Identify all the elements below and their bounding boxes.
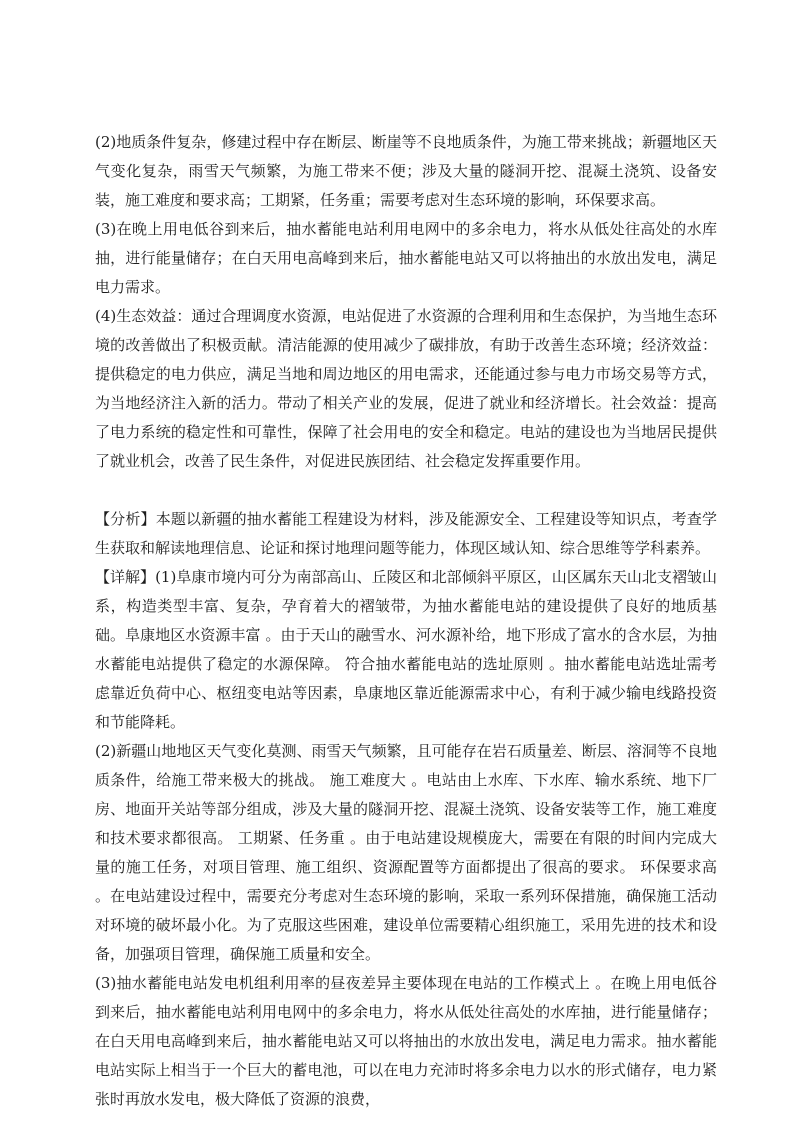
answer-paragraph-3: (3)在晚上用电低谷到来后，抽水蓄能电站利用电网中的多余电力，将水从低处往高处的水库抽，进行能量储存；在白天用电高峰到来后，抽水蓄能电站又可以将抽出的水放出发电，满足电力需求。 [95, 220, 717, 296]
detail-paragraph-1: 【详解】(1)阜康市境内可分为南部高山、丘陵区和北部倾斜平原区，山区属东天山北支褶皱山系，构造类型丰富、复杂，孕育着大的褶皱带，为抽水蓄能电站的建设提供了良好的地质基础。阜康地区水资源丰富 。由于天山的融雪水、河水源补给，地下形成了富水的含水层，为抽水蓄能电站提供了稳定的水源保障。 符合抽水蓄能电站的选址原则 。抽水蓄能电站选址需考虑靠近负荷中心、枢纽变电站等因素，阜康地区靠近能源需求中心，有利于减少输电线路投资和节能降耗。 [95, 568, 717, 731]
section-gap [95, 476, 717, 505]
detail-paragraph-3: (3)抽水蓄能电站发电机组利用率的昼夜差异主要体现在电站的工作模式上 。在晚上用电低谷到来后，抽水蓄能电站利用电网中的多余电力，将水从低处往高处的水库抽，进行能量储存；在白天用电高峰到来后，抽水蓄能电站又可以将抽出的水放出发电，满足电力需求。抽水蓄能电站实际上相当于一个巨大的蓄电池，可以在电力充沛时将多余电力以水的形式储存，电力紧张时再放水发电，极大降低了资源的浪费， [95, 974, 717, 1108]
document-body [95, 128, 717, 1114]
answer-paragraph-4: (4)生态效益：通过合理调度水资源，电站促进了水资源的合理利用和生态保护，为当地生态环境的改善做出了积极贡献。清洁能源的使用减少了碳排放，有助于改善生态环境；经济效益：提供稳定的电力供应，满足当地和周边地区的用电需求，还能通过参与电力市场交易等方式，为当地经济注入新的活力。带动了相关产业的发展，促进了就业和经济增长。社会效益：提高了电力系统的稳定性和可靠性，保障了社会用电的安全和稳定。电站的建设也为当地居民提供了就业机会，改善了民生条件，对促进民族团结、社会稳定发挥重要作用。 [95, 307, 717, 470]
answer-paragraph-2: (2)地质条件复杂，修建过程中存在断层、断崖等不良地质条件，为施工带来挑战；新疆地区天气变化复杂，雨雪天气频繁，为施工带来不便；涉及大量的隧洞开挖、混凝土浇筑、设备安装，施工难度和要求高；工期紧，任务重；需要考虑对生态环境的影响，环保要求高。 [95, 133, 717, 209]
analysis-paragraph: 【分析】本题以新疆的抽水蓄能工程建设为材料，涉及能源安全、工程建设等知识点，考查学生获取和解读地理信息、论证和探讨地理问题等能力，体现区域认知、综合思维等学科素养。 [95, 510, 717, 557]
detail-paragraph-2: (2)新疆山地地区天气变化莫测、雨雪天气频繁，且可能存在岩石质量差、断层、溶洞等不良地质条件，给施工带来极大的挑战。 施工难度大 。电站由上水库、下水库、输水系统、地下厂房、地面开关站等部分组成，涉及大量的隧洞开挖、混凝土浇筑、设备安装等工作，施工难度和技术要求都很高。 工期紧、任务重 。由于电站建设规模庞大，需要在有限的时间内完成大量的施工任务，对项目管理、施工组织、资源配置等方面都提出了很高的要求。 环保要求高 。在电站建设过程中，需要充分考虑对生态环境的影响，采取一系列环保措施，确保施工活动对环境的破坏最小化。为了克服这些困难，建设单位需要精心组织施工，采用先进的技术和设备，加强项目管理，确保施工质量和安全。 [95, 742, 717, 963]
